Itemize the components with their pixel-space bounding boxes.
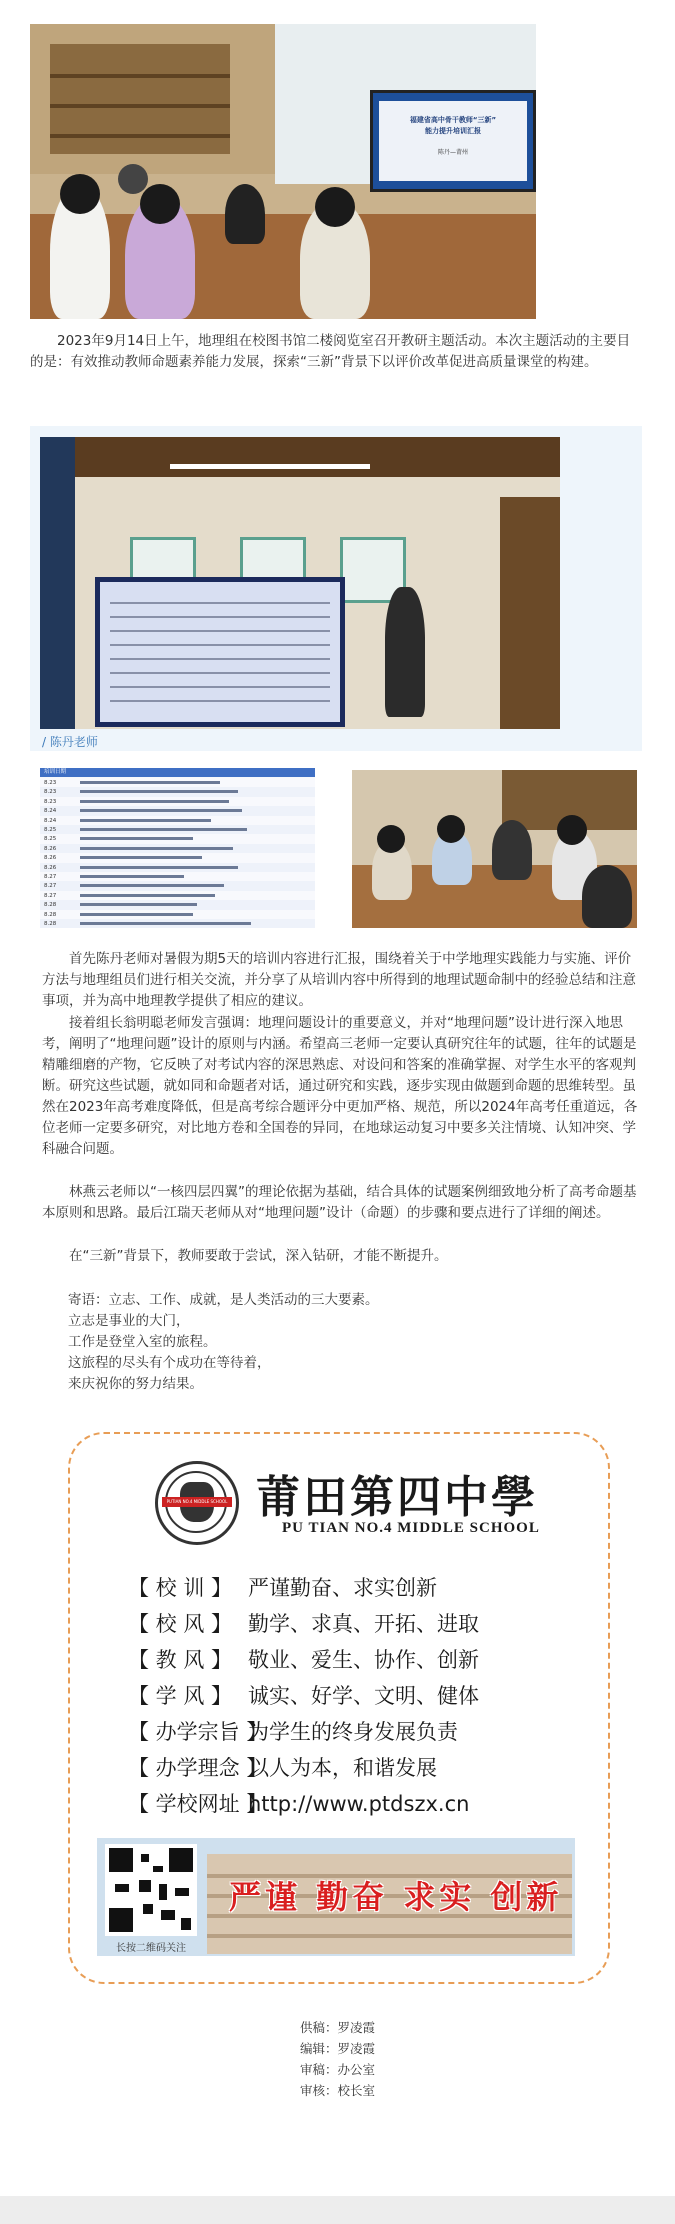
- photo-group-discussion: [352, 770, 637, 928]
- credit-contributor: 供稿：罗凌霞: [299, 2020, 375, 2035]
- schedule-date: 8.26: [44, 855, 57, 862]
- qr-code-icon[interactable]: [105, 1844, 197, 1936]
- motto-row: 【 教 风 】 敬业、爱生、协作、创新: [128, 1648, 479, 1672]
- schedule-date: 8.25: [44, 836, 57, 843]
- schedule-topic-bar: [80, 800, 229, 803]
- schedule-topic-bar: [80, 922, 251, 925]
- school-name-en: PU TIAN NO.4 MIDDLE SCHOOL: [282, 1520, 540, 1536]
- schedule-date: 8.26: [44, 845, 57, 852]
- schedule-topic-bar: [80, 903, 197, 906]
- schedule-date: 8.23: [44, 780, 57, 786]
- qr-label: 长按二维码关注: [116, 1943, 186, 1954]
- motto-row: 【 办学理念 】以人为本，和谐发展: [128, 1756, 437, 1780]
- schedule-date: 8.23: [44, 798, 57, 805]
- motto-row: 【 校 风 】 勤学、求真、开拓、进取: [128, 1612, 479, 1636]
- schedule-date: 8.25: [44, 827, 57, 833]
- schedule-date: 8.27: [44, 892, 57, 899]
- training-schedule: 培训日期 8.23 8.23 8.23 8.24 8.24 8.25 8.25 8.26 8.26 8.26 8.27 8.27 8.27 8.28 8.28 8.28: [40, 768, 315, 928]
- bottom-bar: [0, 2196, 675, 2224]
- poem-line-5: 来庆祝你的努力结果。: [68, 1376, 203, 1392]
- motto-row: 【 办学宗旨 】为学生的终身发展负责: [128, 1720, 458, 1744]
- presentation-screen: [95, 577, 345, 727]
- projector-screen: 福建省高中骨干教师“三新” 能力提升培训汇报 陈丹—莆州: [370, 90, 536, 192]
- credit-editor: 编辑：罗凌霞: [299, 2041, 375, 2056]
- schedule-date: 8.24: [44, 808, 57, 815]
- schedule-topic-bar: [80, 847, 233, 850]
- poem-line-2: 立志是事业的大门，: [68, 1313, 190, 1329]
- schedule-date: 8.27: [44, 874, 57, 880]
- credit-approver: 审核：校长室: [299, 2083, 375, 2098]
- schedule-topic-bar: [80, 790, 238, 793]
- caption-intro: 2023年9月14日上午，地理组在校图书馆二楼阅览室召开教研主题活动。本次主题活动的主要目的是：有效推动教师命题素养能力发展，探索“三新”背景下以评价改革促进高质量课堂的构建。: [30, 333, 631, 370]
- schedule-row: [40, 919, 315, 928]
- motto-row: 【 校 训 】 严谨勤奋、求实创新: [128, 1576, 437, 1600]
- poem-line-1: 寄语：立志、工作、成就，是人类活动的三大要素。: [68, 1292, 379, 1308]
- teacher-figure: [385, 587, 425, 717]
- poem-line-4: 这旅程的尽头有个成功在等待着，: [68, 1355, 271, 1371]
- schedule-topic-bar: [80, 809, 242, 812]
- schedule-topic-bar: [80, 866, 238, 869]
- schedule-topic-bar: [80, 913, 193, 916]
- school-name-cn: 莆田第四中學: [256, 1472, 538, 1523]
- schedule-topic-bar: [80, 819, 211, 822]
- credit-reviewer: 审稿：办公室: [299, 2062, 375, 2077]
- schedule-date: 8.28: [44, 911, 57, 918]
- motto-row: 【 学 风 】 诚实、好学、文明、健体: [128, 1684, 479, 1708]
- motto-row: 【 学校网址 】http://www.ptdszx.cn: [128, 1792, 470, 1816]
- banner-slogan: 严谨 勤奋 求实 创新: [229, 1878, 563, 1916]
- photo-presenter: [40, 437, 560, 729]
- schedule-topic-bar: [80, 781, 220, 784]
- schedule-date: 8.24: [44, 817, 57, 824]
- poem-line-3: 工作是登堂入室的旅程。: [68, 1334, 217, 1350]
- schedule-topic-bar: [80, 884, 224, 887]
- paragraph-4: 在“三新”背景下，教师要敢于尝试，深入钻研，才能不断提升。: [69, 1248, 448, 1264]
- school-banner: [97, 1838, 575, 1956]
- schedule-date: 8.28: [44, 921, 57, 927]
- paragraph-2: 接着组长翁明聪老师发言强调：地理问题设计的重要意义，并对“地理问题”设计进行深入地思考，阐明了“地理问题”设计的原则与内涵。希望高三老师一定要认真研究往年的试题，往年的试题是精雕细磨的产物，它反映了对考试内容的深思熟虑、对设问和答案的准确掌握、对学生水平的客观判断。研究这些试题，就如同和命题者对话，通过研究和实践，逐步实现由做题到命题的思维转型。虽然在2023年高考难度降低，但是高考综合题评分中更加严格、规范，所以2024年高考任重道远，各位老师一定要多研究，对比地方卷和全国卷的异同，在地球运动复习中要多关注情境、认知冲突、学科融合问题。: [42, 1015, 638, 1157]
- schedule-date: 8.26: [44, 864, 57, 871]
- school-logo: PUTIAN NO.4 MIDDLE SCHOOL: [155, 1461, 239, 1545]
- paragraph-1: 首先陈丹老师对暑假为期5天的培训内容进行汇报，围绕着关于中学地理实践能力与实施、评价方法与地理组员们进行相关交流，并分享了从培训内容中所得到的地理试题命制中的经验总结和注意事项，并为高中地理教学提供了相应的建议。: [42, 951, 636, 1009]
- schedule-topic-bar: [80, 894, 215, 897]
- schedule-topic-bar: [80, 875, 184, 878]
- schedule-topic-bar: [80, 837, 193, 840]
- schedule-date: 8.23: [44, 789, 57, 796]
- schedule-topic-bar: [80, 856, 202, 859]
- paragraph-3: 林燕云老师以“一核四层四翼”的理论依据为基础，结合具体的试题案例细致地分析了高考命题基本原则和思路。最后江瑞天老师从对“地理问题”设计（命题）的步骤和要点进行了详细的阐述。: [42, 1184, 637, 1221]
- school-website-link[interactable]: http://www.ptdszx.cn: [248, 1792, 470, 1816]
- schedule-date: 8.28: [44, 902, 57, 909]
- photo-caption: / 陈丹老师: [42, 735, 98, 749]
- schedule-date: 8.27: [44, 883, 57, 890]
- schedule-topic-bar: [80, 828, 247, 831]
- photo-meeting-room: [30, 24, 536, 319]
